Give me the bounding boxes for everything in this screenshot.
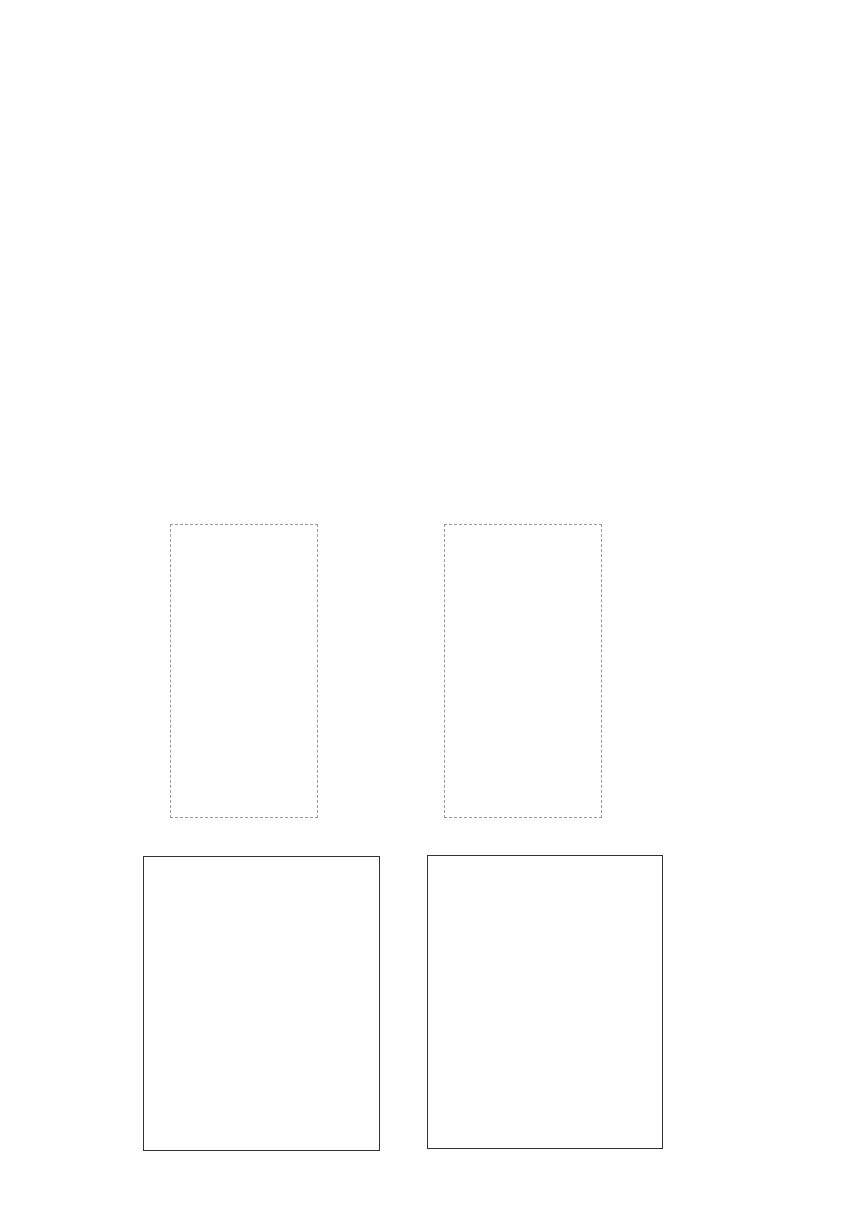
legend-en-left <box>143 856 380 1151</box>
legend-en-right <box>427 855 663 1149</box>
device-diagram <box>0 0 860 500</box>
legend-cn-right <box>444 524 602 818</box>
legend-cn-left <box>170 524 318 818</box>
